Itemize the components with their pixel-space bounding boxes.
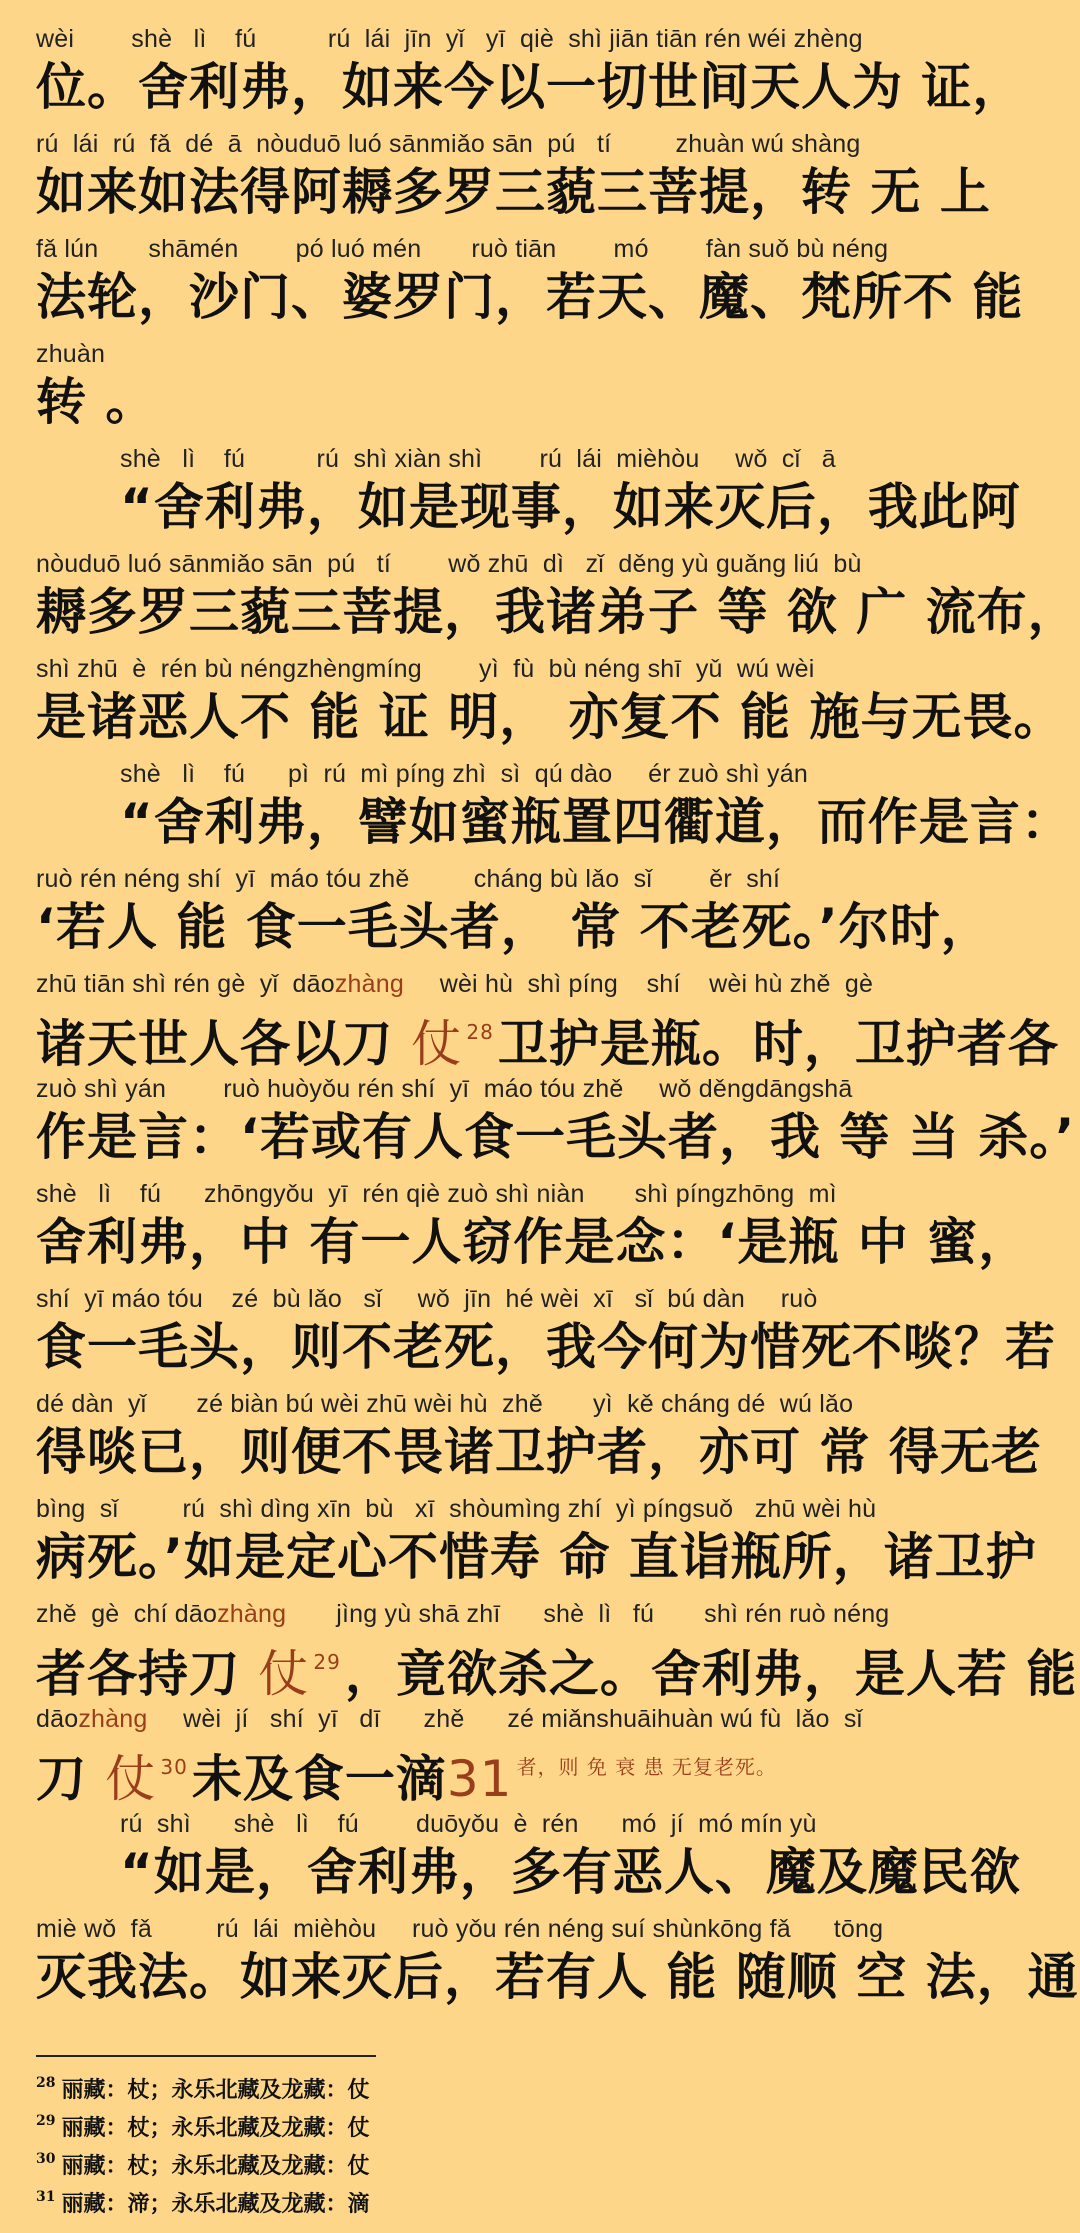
footnote-number: 31 bbox=[36, 2189, 56, 2205]
footnote-item bbox=[36, 2144, 370, 2181]
highlighted-character: 仗 bbox=[411, 1015, 463, 1073]
footnote-text: 丽藏：杖；永乐北藏及龙藏：仗 bbox=[61, 2077, 370, 2103]
footnote-text: 丽藏：渧；永乐北藏及龙藏：滴 bbox=[61, 2191, 370, 2217]
text-line bbox=[36, 127, 1046, 223]
pinyin-line: fǎ lún shāmén pó luó mén ruò tiān mó fàn suǒ bù néng bbox=[36, 235, 889, 263]
hanzi-line: 法轮，沙门、婆罗门，若天、魔、梵所不 能 bbox=[36, 268, 1024, 326]
footnote-number: 30 bbox=[36, 2151, 56, 2167]
pinyin-line: dāozhàng wèi jí shí yī dī zhě zé miǎnshuāihuàn wú fù lǎo sǐ bbox=[36, 1705, 863, 1733]
hanzi-line: 作是言：‘若或有人食一毛头者，我 等 当 杀。’ bbox=[36, 1108, 1076, 1166]
hanzi-line: 如来如法得阿耨多罗三藐三菩提，转 无 上 bbox=[36, 163, 991, 221]
text-line bbox=[120, 1807, 1046, 1903]
highlighted-character: 仗 bbox=[258, 1645, 310, 1703]
pinyin-line: bìng sǐ rú shì dìng xīn bù xī shòumìng zhí yì píngsuǒ zhū wèi hù bbox=[36, 1495, 877, 1523]
pinyin-line: dé dàn yǐ zé biàn bú wèi zhū wèi hù zhě yì kě cháng dé wú lǎo bbox=[36, 1390, 854, 1418]
text-line bbox=[36, 862, 1046, 958]
pinyin-line: wèi shè lì fú rú lái jīn yǐ yī qiè shì jiān tiān rén wéi zhèng bbox=[36, 25, 863, 53]
hanzi-line: 灭我法。如来灭后，若有人 能 随顺 空 法，通 bbox=[36, 1948, 1079, 2006]
footnote-item bbox=[36, 2106, 370, 2143]
pinyin-line: rú shì shè lì fú duōyǒu è rén mó jí mó mín yù bbox=[120, 1810, 817, 1838]
pinyin-line: zhuàn bbox=[36, 340, 106, 368]
hanzi-line: 转 。 bbox=[36, 373, 157, 431]
pinyin-line: shè lì fú rú shì xiàn shì rú lái mièhòu wǒ cǐ ā bbox=[120, 445, 836, 473]
text-line bbox=[120, 442, 1046, 538]
hanzi-line: “如是，舍利弗，多有恶人、魔及魔民欲 bbox=[120, 1843, 1021, 1901]
text-line bbox=[36, 967, 1059, 1073]
footnote-divider bbox=[36, 2055, 376, 2057]
pinyin-line: shè lì fú zhōngyǒu yī rén qiè zuò shì niàn shì píngzhōng mì bbox=[36, 1180, 837, 1208]
footnote-text: 丽藏：杖；永乐北藏及龙藏：仗 bbox=[61, 2115, 370, 2141]
text-line bbox=[36, 652, 1065, 748]
footnote-number: 29 bbox=[36, 2113, 56, 2129]
highlighted-pinyin: zhàng bbox=[217, 1600, 287, 1628]
text-line bbox=[36, 1597, 1078, 1703]
text-line bbox=[36, 1912, 1079, 2008]
text-line bbox=[36, 1072, 1076, 1168]
footnote-marker: 30 bbox=[160, 1755, 188, 1779]
hanzi-line: “舍利弗，如是现事，如来灭后，我此阿 bbox=[120, 478, 1021, 536]
pinyin-line: zhū tiān shì rén gè yǐ dāozhàng wèi hù shì píng shí wèi hù zhě gè bbox=[36, 970, 874, 998]
pinyin-line: rú lái rú fǎ dé ā nòuduō luó sānmiǎo sān pú tí zhuàn wú shàng bbox=[36, 130, 861, 158]
text-line bbox=[36, 22, 1046, 118]
hanzi-line: 舍利弗，中 有一人窃作是念：‘是瓶 中 蜜， bbox=[36, 1213, 1030, 1271]
pinyin-line: nòuduō luó sānmiǎo sān pú tí wǒ zhū dì zǐ děng yù guǎng liú bù bbox=[36, 550, 862, 578]
highlighted-character: 仗 bbox=[105, 1750, 157, 1808]
hanzi-line: 位。舍利弗，如来今以一切世间天人为 证， bbox=[36, 58, 1024, 116]
footnote-marker: 28 bbox=[466, 1020, 494, 1044]
hanzi-line: 病死。’如是定心不惜寿 命 直诣瓶所，诸卫护 bbox=[36, 1528, 1037, 1586]
text-line bbox=[36, 1387, 1046, 1483]
pinyin-line: miè wǒ fǎ rú lái mièhòu ruò yǒu rén néng suí shùnkōng fǎ tōng bbox=[36, 1915, 884, 1943]
pinyin-line: shè lì fú pì rú mì píng zhì sì qú dào ér zuò shì yán bbox=[120, 760, 808, 788]
highlighted-character: 31 bbox=[446, 1750, 513, 1808]
hanzi-line: 刀 仗 $^{30}$未及食一滴31 $^{者,则 免 衰 患 无复老死。}$ bbox=[36, 1750, 777, 1808]
hanzi-line: 诸天世人各以刀 仗 $^{28}$卫护是瓶。时，卫护者各 bbox=[36, 1015, 1059, 1073]
text-line bbox=[36, 547, 1079, 643]
pinyin-line: zuò shì yán ruò huòyǒu rén shí yī máo tóu zhě wǒ děngdāngshā bbox=[36, 1075, 853, 1103]
text-line bbox=[120, 757, 1072, 853]
footnote-item bbox=[36, 2182, 370, 2219]
hanzi-line: 耨多罗三藐三菩提，我诸弟子 等 欲 广 流布， bbox=[36, 583, 1079, 641]
text-line bbox=[36, 232, 1046, 328]
pinyin-line: shì zhū è rén bù néngzhèngmíng yì fù bù néng shī yǔ wú wèi bbox=[36, 655, 815, 683]
footnote-marker: 者，则 免 衰 患 无复老死。 bbox=[516, 1755, 777, 1779]
text-line bbox=[36, 1702, 1046, 1808]
hanzi-line: “舍利弗，譬如蜜瓶置四衢道，而作是言： bbox=[120, 793, 1072, 851]
pinyin-line: shí yī máo tóu zé bù lǎo sǐ wǒ jīn hé wèi xī sǐ bú dàn ruò bbox=[36, 1285, 818, 1313]
text-line bbox=[36, 1492, 1046, 1588]
text-line bbox=[36, 1177, 1046, 1273]
hanzi-line: 者各持刀 仗 $^{29}$，竟欲杀之。舍利弗，是人若 能 bbox=[36, 1645, 1078, 1703]
highlighted-pinyin: zhàng bbox=[78, 1705, 148, 1733]
footnote-number: 28 bbox=[36, 2075, 56, 2091]
footnote-item bbox=[36, 2068, 370, 2105]
hanzi-line: 是诸恶人不 能 证 明， 亦复不 能 施与无畏。 bbox=[36, 688, 1065, 746]
hanzi-line: 得啖已，则便不畏诸卫护者，亦可 常 得无老 bbox=[36, 1423, 1042, 1481]
footnote-marker: 29 bbox=[313, 1650, 341, 1674]
highlighted-pinyin: zhàng bbox=[334, 970, 404, 998]
hanzi-line: ‘若人 能 食一毛头者， 常 不老死。’尔时， bbox=[36, 898, 992, 956]
text-line bbox=[36, 337, 1046, 433]
text-line bbox=[36, 1282, 1056, 1378]
pinyin-line: ruò rén néng shí yī máo tóu zhě cháng bù lǎo sǐ ěr shí bbox=[36, 865, 781, 893]
pinyin-line: zhě gè chí dāozhàng jìng yù shā zhī shè lì fú shì rén ruò néng bbox=[36, 1600, 890, 1628]
hanzi-line: 食一毛头，则不老死，我今何为惜死不啖？若 bbox=[36, 1318, 1056, 1376]
footnote-text: 丽藏：杖；永乐北藏及龙藏：仗 bbox=[61, 2153, 370, 2179]
